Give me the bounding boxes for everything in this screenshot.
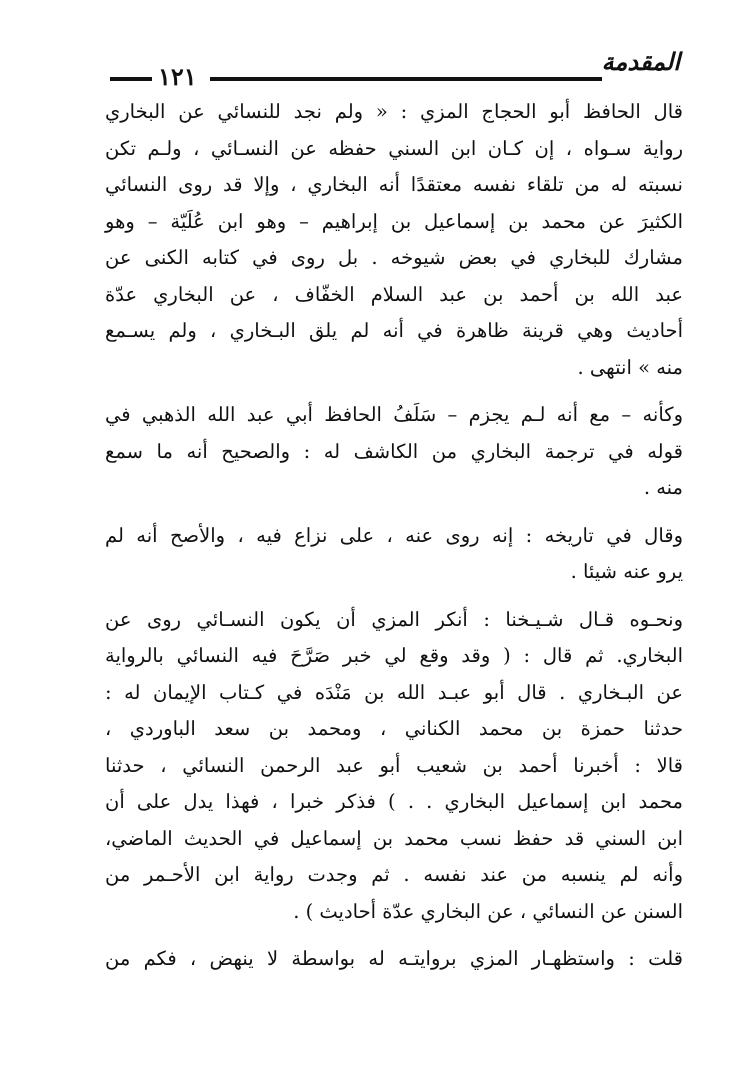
text-line: البخاري. ثم قال : ( وقد وقع لي خبر صَرَّحَ فيه النسائي بالرواية (105, 644, 683, 667)
text-line: قال الحافظ أبو الحجاج المزي : « ولم نجد للنسائي عن البخاري (105, 100, 683, 123)
text-line: نسبته له من تلقاء نفسه معتقدًا أنه البخاري ، وإلا قد روى النسائي (105, 173, 683, 196)
text-line: السنن عن النسائي ، عن البخاري عدّة أحاديث ) . (293, 899, 683, 923)
text-line: قلت : واستظهـار المزي بروايتـه له بواسطة لا ينهض ، فكم من (105, 947, 683, 970)
text-line: ونحـوه قـال شـيـخنا : أنكر المزي أن يكون النسـائي روى عن (105, 607, 683, 631)
text-line: وأنه لم ينسبه من عند نفسه . ثم وجدت رواية ابن الأحـمر من (105, 863, 683, 886)
text-line: يرو عنه شيئا . (570, 560, 683, 583)
page-header (110, 44, 680, 91)
paragraph (105, 518, 683, 591)
text-line: وقال في تاريخه : إنه روى عنه ، على نزاع فيه ، والأصح أنه لم (105, 523, 683, 547)
text-line: قالا : أخبرنا أحمد بن شعيب أبو عبد الرحمن النسائي ، حدثنا (105, 753, 683, 777)
text-line: الكثيرَ عن محمد بن إسماعيل بن إبراهيم – وهو ابن عُلَيّة – وهو (105, 209, 683, 233)
page-number: ١٢١ (158, 62, 197, 91)
text-line: عن البـخاري . قال أبو عبـد الله بن مَنْدَه في كـتاب الإيمان له : (105, 680, 683, 704)
text-line: ابن السني قد حفظ نسب محمد بن إسماعيل في الحديث الماضي، (105, 826, 683, 850)
text-line: منه » انتهى . (577, 355, 683, 379)
paragraph (105, 941, 683, 978)
paragraph (105, 94, 683, 386)
header-rule-left (110, 77, 152, 81)
text-line: عبد الله بن أحمد بن عبد السلام الخفّاف ، عن البخاري عدّة (105, 282, 683, 306)
paragraph (105, 602, 683, 931)
text-line: رواية سـواه ، إن كـان ابن السني حفظه عن النسـائي ، ولـم تكن (105, 136, 683, 160)
text-line: مشارك للبخاري في بعض شيوخه . بل روى في كتابه الكنى عن (105, 246, 683, 269)
text-line: قوله في ترجمة البخاري من الكاشف له : والصحيح أنه ما سمع (105, 439, 683, 463)
text-line: أحاديث وهي قرينة ظاهرة في أنه لم يلق البـخاري ، ولم يسـمع (105, 319, 683, 342)
text-line: حدثنا حمزة بن محمد الكناني ، ومحمد بن سعد الباوردي ، (105, 717, 683, 740)
text-line: منه . (643, 476, 683, 499)
running-title: المقدمة (601, 47, 680, 76)
text-line: محمد ابن إسماعيل البخاري . . ) فذكر خبرا ، فهذا يدل على أن (105, 790, 683, 813)
header-rule-right (210, 77, 602, 81)
text-line: وكأنه – مع أنه لـم يجزم – سَلَفُ الحافظ أبي عبد الله الذهبي في (105, 403, 683, 426)
paragraph (105, 397, 683, 507)
body-text (105, 94, 683, 989)
